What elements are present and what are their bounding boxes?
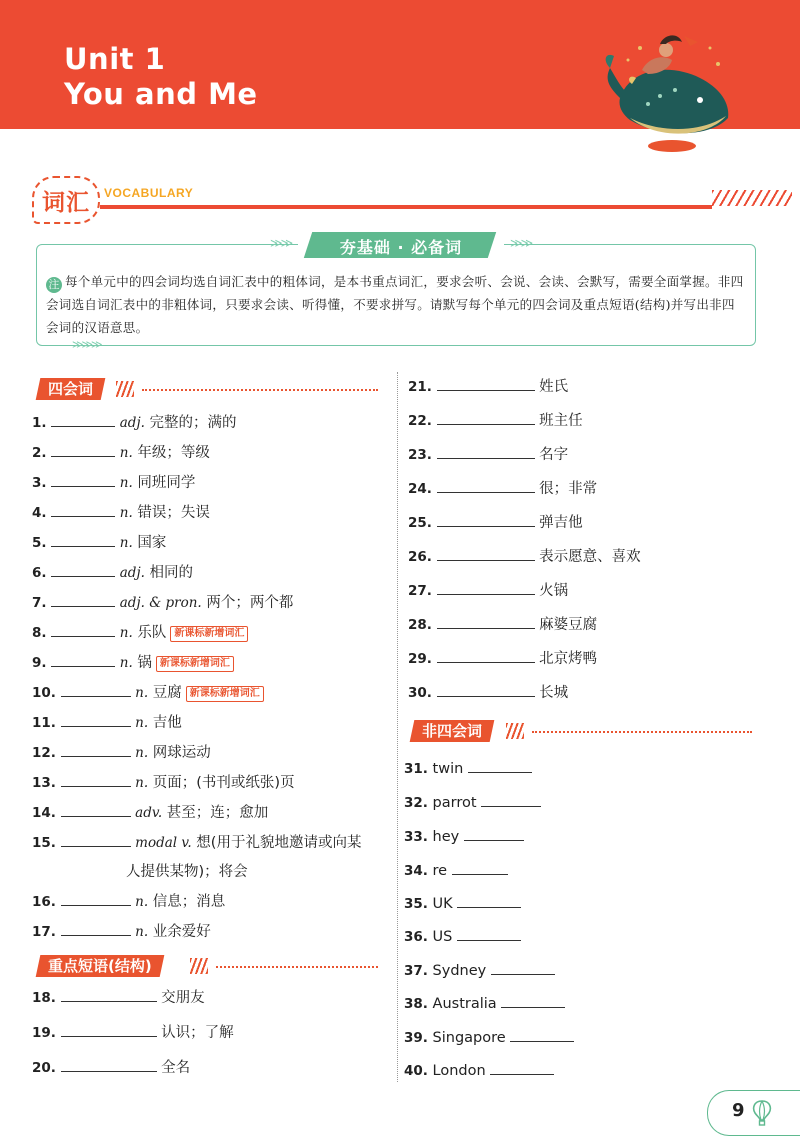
phrase-item (32, 987, 205, 1008)
item-number: 23. (408, 447, 432, 463)
phrase-item (408, 580, 568, 601)
item-number: 38. (404, 996, 428, 1012)
unit-number: Unit 1 (64, 42, 166, 76)
word-item (32, 442, 210, 463)
tab-chevrons-right: ≫≫ (510, 236, 532, 250)
word-item (32, 921, 211, 942)
answer-blank[interactable] (437, 614, 535, 629)
word-meaning: 网球运动 (152, 745, 211, 761)
word-item (32, 532, 166, 553)
answer-blank[interactable] (51, 592, 115, 607)
section-four-skill-label: 四会词 (36, 378, 106, 400)
answer-blank[interactable] (61, 1022, 157, 1037)
answer-blank[interactable] (437, 546, 535, 561)
new-word-badge: 新课标新增词汇 (156, 656, 234, 672)
word-meaning: 国家 (137, 535, 167, 551)
vocabulary-heading (32, 172, 792, 222)
item-number: 12. (32, 745, 56, 761)
unit-name: You and Me (64, 77, 258, 111)
english-word: Sydney (432, 963, 487, 979)
answer-blank[interactable] (437, 478, 535, 493)
answer-blank[interactable] (452, 860, 508, 875)
non-four-item (404, 758, 532, 779)
part-of-speech: adv. (135, 805, 163, 821)
phrase-meaning: 弹吉他 (539, 515, 583, 531)
vocabulary-title-en: VOCABULARY (104, 186, 194, 200)
phrase-meaning: 表示愿意、喜欢 (539, 549, 641, 565)
word-item (32, 412, 237, 433)
item-number: 31. (404, 761, 428, 777)
section-four-skill (38, 378, 378, 400)
answer-blank[interactable] (51, 412, 115, 427)
phrase-item (408, 376, 568, 397)
item-number: 15. (32, 835, 56, 851)
word-meaning: 年级；等级 (137, 445, 210, 461)
item-number: 21. (408, 379, 432, 395)
new-word-badge: 新课标新增词汇 (186, 686, 264, 702)
answer-blank[interactable] (464, 826, 524, 841)
non-four-item (404, 960, 555, 981)
item-number: 3. (32, 475, 47, 491)
note-body: 每个单元中的四会词均选自词汇表中的粗体词，是本书重点词汇，要求会听、会说、会读、会默写，需要全面掌握。非四会词选自词汇表中的非粗体词，只要求会读、听得懂，不要求拼写。请默写每个单元的四会词及重点短语(结构)并写出非四会词的汉语意思。 (46, 274, 744, 335)
phrase-item (408, 444, 568, 465)
item-number: 24. (408, 481, 432, 497)
part-of-speech: modal v. (135, 835, 192, 851)
answer-blank[interactable] (437, 376, 535, 391)
answer-blank[interactable] (501, 993, 565, 1008)
vocabulary-title-cn: 词汇 (40, 184, 92, 217)
english-word: Singapore (432, 1030, 506, 1046)
phrase-item (32, 1057, 190, 1078)
answer-blank[interactable] (51, 442, 115, 457)
phrase-meaning: 很；非常 (539, 481, 598, 497)
item-number: 14. (32, 805, 56, 821)
phrase-item (408, 410, 583, 431)
phrase-meaning: 北京烤鸭 (539, 651, 598, 667)
part-of-speech: n. (119, 655, 133, 671)
tab-chevrons-left: ≫≫ (270, 236, 292, 250)
word-item (32, 562, 193, 583)
answer-blank[interactable] (437, 648, 535, 663)
item-number: 20. (32, 1060, 56, 1076)
word-item (32, 891, 225, 912)
unit-title (64, 42, 258, 112)
word-meaning: 豆腐 (152, 685, 182, 701)
non-four-item (404, 792, 541, 813)
word-item (32, 652, 234, 673)
answer-blank[interactable] (51, 622, 115, 637)
answer-blank[interactable] (437, 410, 535, 425)
item-number: 6. (32, 565, 47, 581)
answer-blank[interactable] (457, 893, 521, 908)
item-number: 37. (404, 963, 428, 979)
part-of-speech: n. (135, 775, 149, 791)
item-number: 40. (404, 1063, 428, 1079)
phrase-item (32, 1022, 234, 1043)
word-item (32, 772, 295, 793)
section-phrases (38, 955, 378, 977)
word-meaning: 业余爱好 (152, 924, 211, 940)
word-item (32, 472, 195, 493)
item-number: 27. (408, 583, 432, 599)
word-item (32, 592, 293, 613)
phrase-item (408, 682, 568, 703)
word-meaning: 页面；(书刊或纸张)页 (152, 775, 295, 791)
item-number: 25. (408, 515, 432, 531)
item-number: 26. (408, 549, 432, 565)
phrase-meaning: 交朋友 (161, 990, 205, 1006)
note-text (46, 270, 746, 339)
new-word-badge: 新课标新增词汇 (170, 626, 248, 642)
english-word: London (432, 1063, 486, 1079)
word-meaning: 乐队 (137, 625, 167, 641)
part-of-speech: adj. (119, 415, 145, 431)
item-number: 29. (408, 651, 432, 667)
answer-blank[interactable] (437, 580, 535, 595)
item-number: 9. (32, 655, 47, 671)
item-number: 10. (32, 685, 56, 701)
item-number: 34. (404, 863, 428, 879)
item-number: 5. (32, 535, 47, 551)
word-meaning: 甚至；连；愈加 (166, 805, 269, 821)
item-number: 39. (404, 1030, 428, 1046)
part-of-speech: n. (119, 535, 133, 551)
word-meaning: 想(用于礼貌地邀请或向某 (196, 835, 362, 851)
section-non-four-label: 非四会词 (410, 720, 495, 742)
word-item (32, 622, 248, 643)
note-tab-label: 夯基础 · 必备词 (339, 238, 463, 257)
phrase-meaning: 火锅 (539, 583, 569, 599)
phrase-meaning: 班主任 (539, 413, 583, 429)
item-number: 7. (32, 595, 47, 611)
balloon-icon (750, 1099, 774, 1127)
part-of-speech: n. (135, 745, 149, 761)
phrase-item (408, 648, 597, 669)
answer-blank[interactable] (490, 1060, 554, 1075)
answer-blank[interactable] (437, 512, 535, 527)
note-mark: 注 (46, 277, 62, 293)
word-meaning: 同班同学 (137, 475, 196, 491)
item-number: 16. (32, 894, 56, 910)
english-word: UK (432, 896, 453, 912)
non-four-item (404, 993, 565, 1014)
section-non-four (412, 720, 752, 742)
part-of-speech: n. (135, 715, 149, 731)
item-number: 18. (32, 990, 56, 1006)
item-number: 1. (32, 415, 47, 431)
heading-hatch (712, 190, 792, 206)
answer-blank[interactable] (51, 652, 115, 667)
answer-blank[interactable] (51, 532, 115, 547)
non-four-item (404, 860, 508, 881)
item-number: 32. (404, 795, 428, 811)
item-number: 36. (404, 929, 428, 945)
answer-blank[interactable] (437, 444, 535, 459)
part-of-speech: n. (135, 894, 149, 910)
part-of-speech: n. (119, 445, 133, 461)
part-of-speech: n. (119, 625, 133, 641)
english-word: Australia (432, 996, 497, 1012)
phrase-meaning: 认识；了解 (161, 1025, 234, 1041)
word-meaning: 锅 (137, 655, 152, 671)
phrase-item (408, 478, 597, 499)
item-number: 8. (32, 625, 47, 641)
section-phrases-label: 重点短语(结构) (36, 955, 164, 977)
phrase-meaning: 长城 (539, 685, 569, 701)
answer-blank[interactable] (468, 758, 532, 773)
english-word: US (432, 929, 453, 945)
english-word: parrot (432, 795, 477, 811)
page-number: 9 (732, 1100, 745, 1121)
non-four-item (404, 926, 521, 947)
item-number: 13. (32, 775, 56, 791)
non-four-item (404, 1060, 554, 1081)
whale-illustration (600, 8, 750, 158)
word-item (32, 502, 210, 523)
word-meaning: 相同的 (149, 565, 194, 581)
item-number: 11. (32, 715, 56, 731)
answer-blank[interactable] (510, 1027, 574, 1042)
answer-blank[interactable] (61, 742, 131, 757)
word-meaning-continued: 人提供某物)；将会 (126, 864, 248, 880)
english-word: twin (432, 761, 464, 777)
phrase-meaning: 姓氏 (539, 379, 569, 395)
answer-blank[interactable] (61, 772, 131, 787)
page-number-tab (707, 1090, 800, 1136)
phrase-item (408, 512, 583, 533)
item-number: 33. (404, 829, 428, 845)
non-four-item (404, 1027, 574, 1048)
answer-blank[interactable] (457, 926, 521, 941)
word-item (32, 712, 182, 733)
note-tab (298, 232, 504, 258)
word-item (32, 802, 268, 823)
part-of-speech: adj. & pron. (119, 595, 202, 611)
heading-rule (100, 205, 712, 209)
answer-blank[interactable] (51, 502, 115, 517)
part-of-speech: n. (135, 685, 149, 701)
word-item (32, 682, 264, 703)
word-meaning: 完整的；满的 (149, 415, 237, 431)
item-number: 28. (408, 617, 432, 633)
phrase-meaning: 麻婆豆腐 (539, 617, 598, 633)
item-number: 19. (32, 1025, 56, 1041)
word-item (32, 832, 361, 853)
word-meaning: 两个；两个都 (206, 595, 294, 611)
part-of-speech: n. (119, 475, 133, 491)
item-number: 22. (408, 413, 432, 429)
answer-blank[interactable] (51, 562, 115, 577)
answer-blank[interactable] (61, 712, 131, 727)
answer-blank[interactable] (51, 472, 115, 487)
part-of-speech: n. (119, 505, 133, 521)
word-meaning: 信息；消息 (152, 894, 226, 910)
english-word: re (432, 863, 448, 879)
item-number: 4. (32, 505, 47, 521)
answer-blank[interactable] (481, 792, 541, 807)
item-number: 35. (404, 896, 428, 912)
non-four-item (404, 893, 521, 914)
english-word: hey (432, 829, 460, 845)
phrase-meaning: 名字 (539, 447, 569, 463)
answer-blank[interactable] (61, 987, 157, 1002)
answer-blank[interactable] (61, 921, 131, 936)
answer-blank[interactable] (61, 802, 131, 817)
word-meaning: 吉他 (152, 715, 182, 731)
answer-blank[interactable] (491, 960, 555, 975)
column-divider (397, 372, 398, 1082)
non-four-item (404, 826, 524, 847)
item-number: 2. (32, 445, 47, 461)
answer-blank[interactable] (437, 682, 535, 697)
part-of-speech: adj. (119, 565, 145, 581)
answer-blank[interactable] (61, 682, 131, 697)
answer-blank[interactable] (61, 832, 131, 847)
item-number: 30. (408, 685, 432, 701)
word-item (32, 742, 211, 763)
part-of-speech: n. (135, 924, 149, 940)
phrase-item (408, 546, 641, 567)
item-number: 17. (32, 924, 56, 940)
word-meaning: 错误；失误 (137, 505, 210, 521)
phrase-meaning: 全名 (161, 1060, 191, 1076)
answer-blank[interactable] (61, 1057, 157, 1072)
answer-blank[interactable] (61, 891, 131, 906)
phrase-item (408, 614, 597, 635)
note-chevrons: ≫≫≫ (72, 338, 101, 351)
